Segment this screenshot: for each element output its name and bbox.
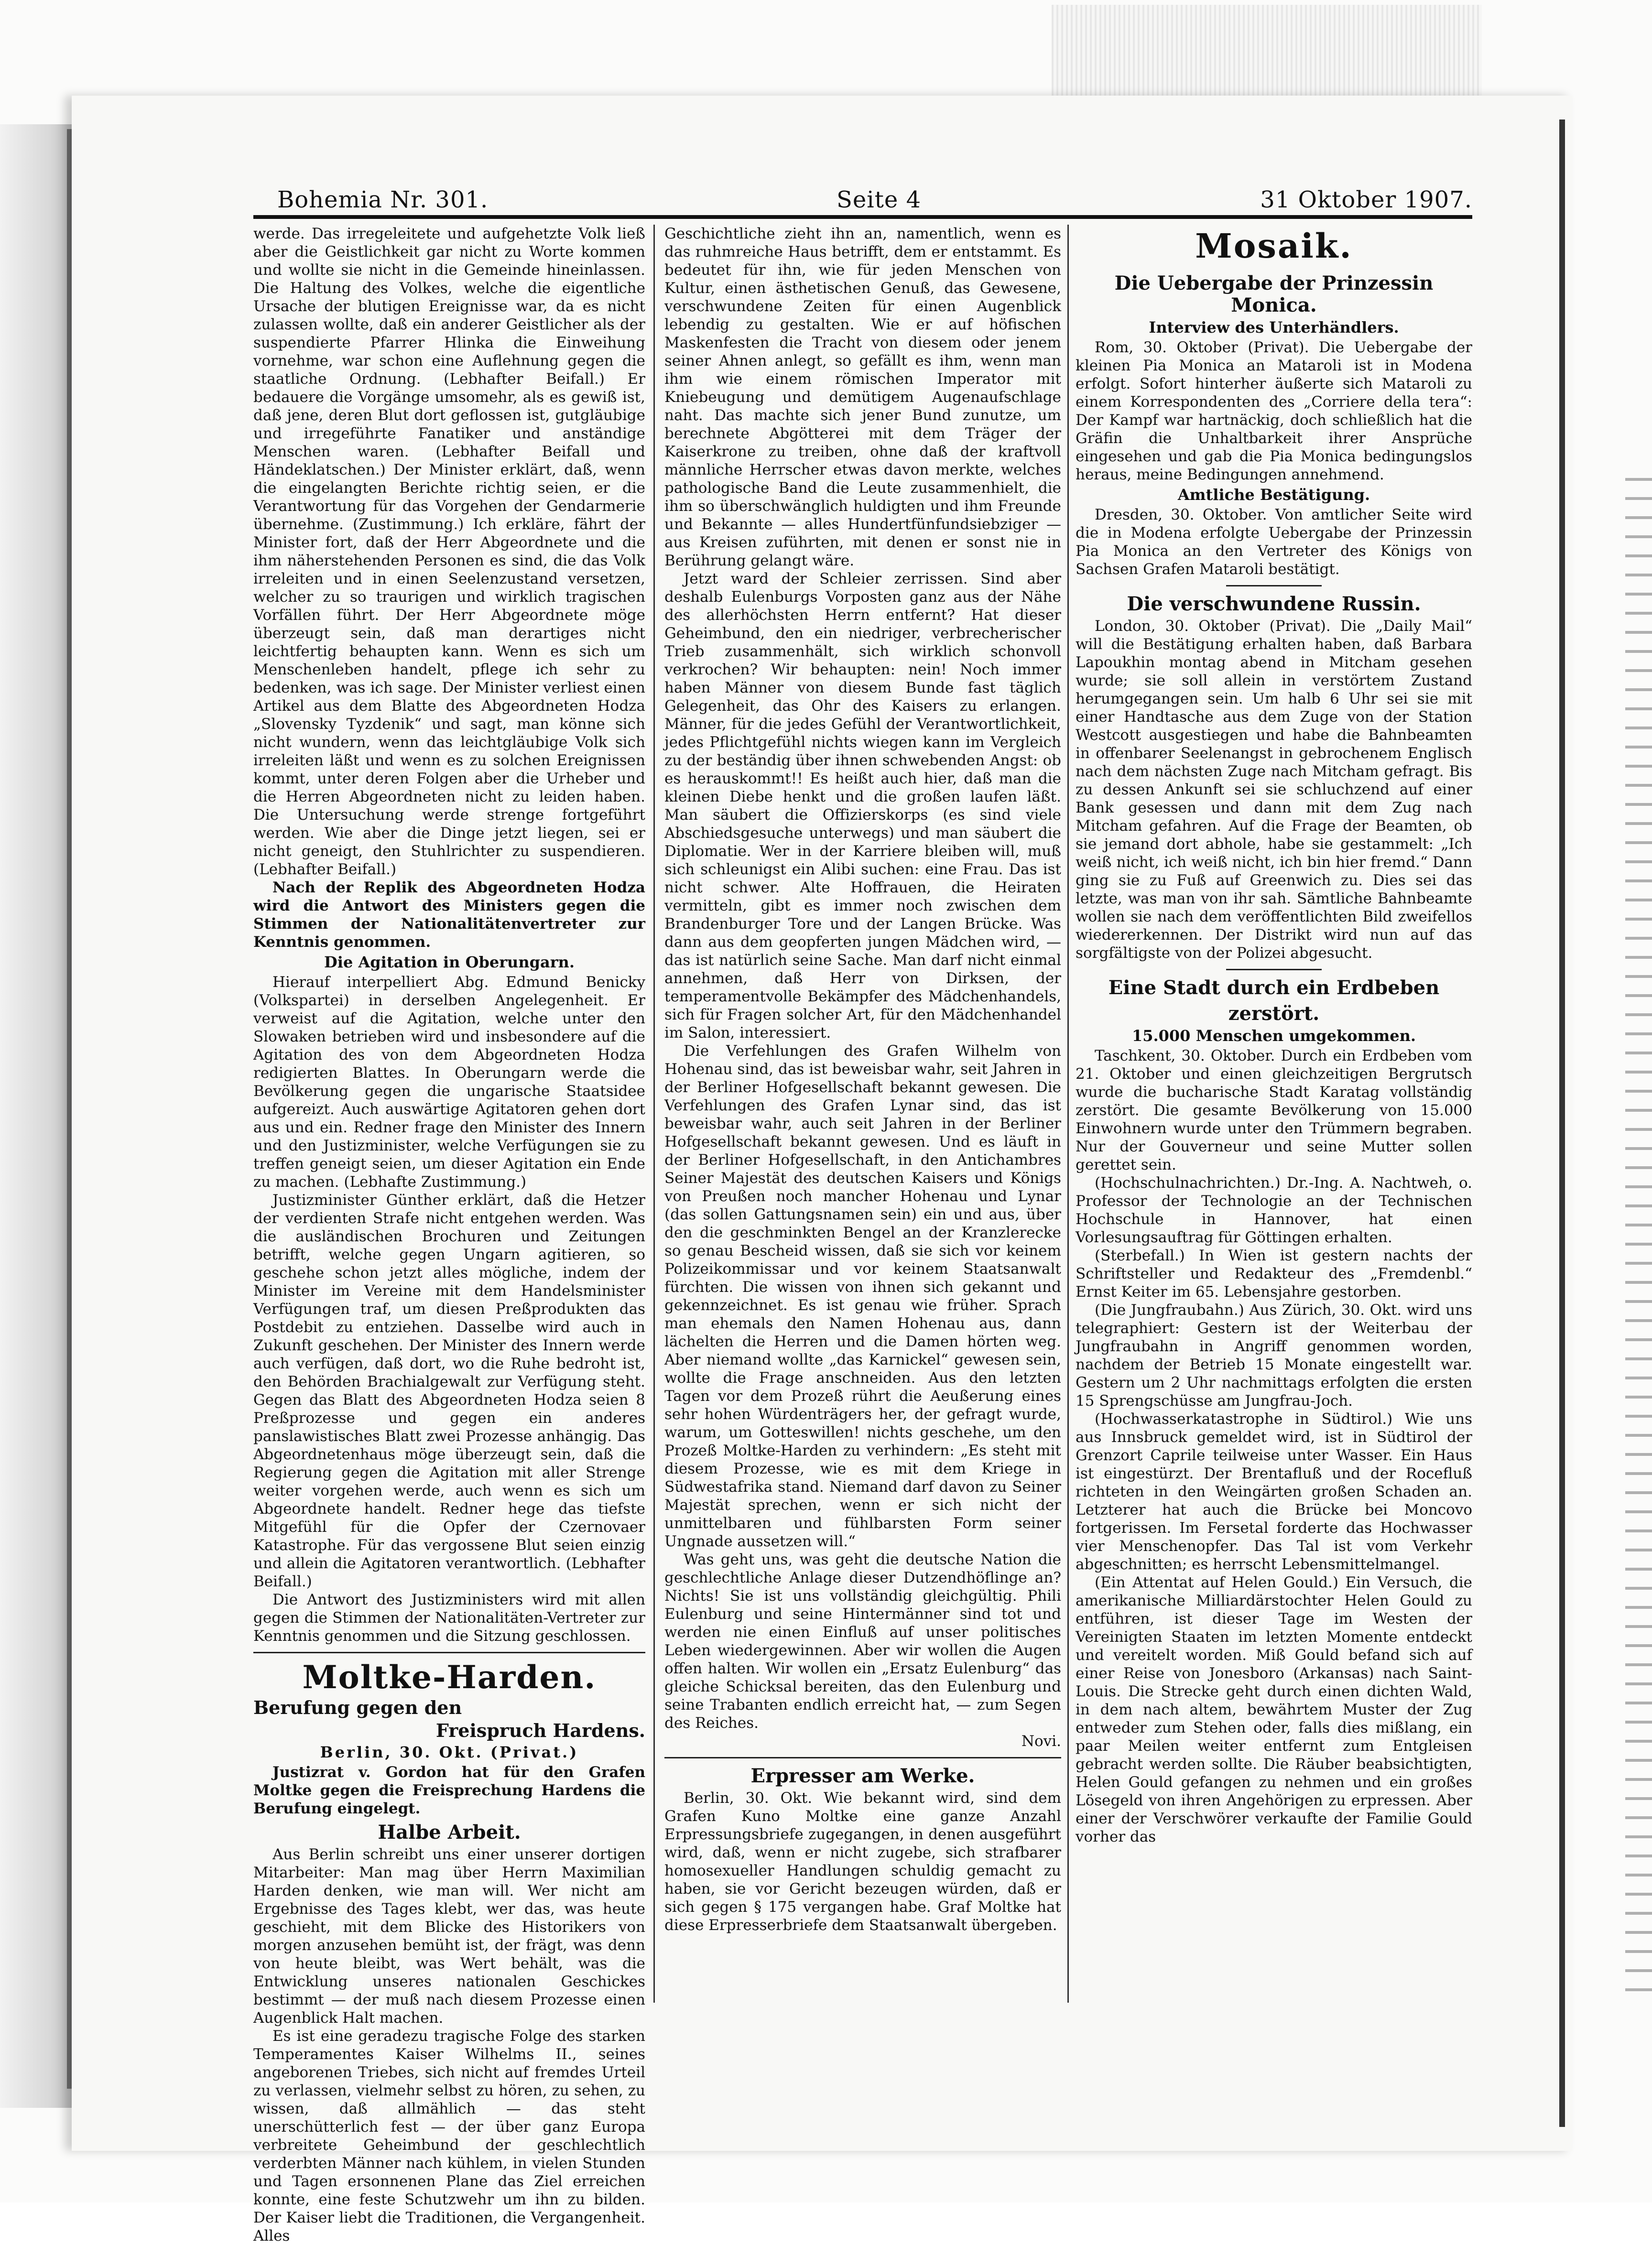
subheading-interview: Interview des Unterhändlers. — [1149, 318, 1399, 336]
author-signature: Novi. — [1021, 1733, 1061, 1750]
section-divider — [1226, 969, 1322, 970]
paragraph: Jetzt ward der Schleier zerrissen. Sind aber deshalb Eulenburgs Vorposten ganz aus der Nähe des allerhöchsten Herrn entfernt? Hat dieser Geheimbund, den ein niedriger, verbrecherischer Trieb zusammenhält, sich wirklich schonvoll verkrochen? Wir behaupten: nein! Noch immer haben Männer von diesem Bunde fast täglich Gelegenheit, das Ohr des Kaisers zu erlangen. Männer, für die jedes Gefühl der Verantwortlichkeit, jedes Pflichtgefühl nichts wiegen kann im Vergleich zu der beständig über ihnen schwebenden Angst: ob es herauskommt!! Es heißt auch hier, daß man die kleinen Diebe henkt und die großen laufen läßt. Man säubert die Offizierskorps (es sind viele Abschiedsgesuche unterwegs) und man säubert die Diplomatie. Wer in der Karriere bleiben will, muß sich schleunigst ein Alibi suchen: eine Frau. Das ist nicht schwer. Alte Hoffrauen, die Heiraten vermitteln, gibt es immer noch zwischen dem Brandenburger Tore und der Langen Brücke. Was dann aus dem geopferten jungen Mädchen wird, — das ist natürlich seine Sache. Man darf nicht einmal annehmen, daß Herr von Dirksen, der temperamentvolle Bekämpfer des Mädchenhandels, sich für Fragen solcher Art, für den Mädchenhandel im Salon, interessiert. — [664, 570, 1061, 1041]
column-3 — [1076, 225, 1472, 1846]
paragraph: Die Antwort des Justizministers wird mit allen gegen die Stimmen der Nationalitäten-Vertreter zur Kenntnis genommen und die Sitzung geschlossen. — [253, 1591, 645, 1645]
paragraph: Nach der Replik des Abgeordneten Hodza wird die Antwort des Ministers gegen die Stimmen der Nationalitätenvertreter zur Kenntnis genommen. — [253, 879, 645, 951]
paragraph: Rom, 30. Oktober (Privat). Die Uebergabe der kleinen Pia Monica an Mataroli ist in Modena erfolgt. Sofort hinterher äußerte sich Mataroli zu einem Korrespondenten des „Corriere della tera“: Der Kampf war hartnäckig, doch schließlich hat die Gräfin die Unhaltbarkeit ihrer Ansprüche eingesehen und gab die Pia Monica bedingungslos heraus, meine Bedingungen annehmend. — [1076, 339, 1472, 483]
header-rule — [253, 215, 1472, 219]
paragraph: (Hochwasserkatastrophe in Südtirol.) Wie uns aus Innsbruck gemeldet wird, ist in Südtirol der Grenzort Caprile teilweise unter Wasser. Ein Haus ist eingestürzt. Der Brentafluß und der Rocefluß richteten in den Weingärten großen Schaden an. Letzterer hat auch die Brücke bei Moncovo fortgerissen. Im Fersetal forderte das Hochwasser vier Menschenopfer. Das Tal ist vom Verkehr abgeschnitten; es herrscht Lebensmittelmangel. — [1076, 1410, 1472, 1573]
subheading-agitation: Die Agitation in Oberungarn. — [324, 953, 575, 971]
paragraph: Geschichtliche zieht ihn an, namentlich, wenn es das ruhmreiche Haus betrifft, dem er entstammt. Es bedeutet für ihn, wie für jeden Menschen von Kultur, einen ästhetischen Genuß, das Gewesene, verschwundene Zeiten für einen Augenblick lebendig zu gestalten. Wie er auf höfischen Maskenfesten die Tracht von diesem oder jenem seiner Ahnen anlegt, so gefällt es ihm, wenn man ihm wie einem römischen Imperator mit Kniebeugung und demütigem Augenaufschlage naht. Das machte sich jener Bund zunutze, um berechnete Abgötterei mit dem Träger der Kaiserkrone zu treiben, ohne daß der kraftvoll männliche Herrscher etwas davon merkte, welches pathologische Band die Leute zusammenhielt, die ihm so überschwänglich huldigten und ihm Freunde und Bekannte — alles Hundertfünfundsiebziger — aus Kreisen zuführten, mit denen er sonst nie in Berührung gelangt wäre. — [664, 225, 1061, 569]
paragraph: (Die Jungfraubahn.) Aus Zürich, 30. Okt. wird uns telegraphiert: Gestern ist der Weiterbau der Jungfraubahn in Angriff genommen worden, nachdem der Betrieb 15 Monate eingestellt war. Gestern um 2 Uhr nachmittags erfolgten die ersten 15 Sprengschüsse am Jungfrau-Joch. — [1076, 1301, 1472, 1410]
headline-erpresser: Erpresser am Werke. — [750, 1765, 975, 1787]
paragraph: Die Verfehlungen des Grafen Wilhelm von Hohenau sind, das ist beweisbar wahr, seit Jahren in der Berliner Hofgesellschaft bekannt gewesen. Die Verfehlungen des Grafen Lynar sind, das ist beweisbar wahr, auch seit Jahren in der Berliner Hofgesellschaft bekannt gewesen. Und es läuft in der Berliner Hofgesellschaft, in den Antichambres Seiner Majestät des deutschen Kaisers und Königs von Preußen noch mancher Hohenau und Lynar (das sollen Gattungsnamen sein) ein und aus, über den die geschminkten Bengel an der Kranzlerecke so genau Bescheid wissen, daß sie sich vor keinem Polizeikommissar und vor keinem Staatsanwalt fürchten. Die wissen von ihnen sich gekannt und gekennzeichnet. Es ist genau wie früher. Sprach man ehemals den Namen Hohenau aus, dann lächelten die Herren und die Damen hörten weg. Aber niemand wollte „das Karnickel“ gewesen sein, wollte die Frage anschneiden. Aus den letzten Tagen vor dem Prozeß rührt die Aeußerung eines sehr hohen Würdenträgers her, der gefragt wurde, warum, um Gotteswillen! nichts geschehe, um den Prozeß Moltke-Harden zu verhindern: „Es steht mit diesem Prozesse, wie es mit dem Kriege in Südwestafrika stand. Niemand darf davon zu Seiner Majestät sprechen, wenn er sich nicht der unmittelbaren und fühlbarsten Form seiner Ungnade aussetzen will.“ — [664, 1042, 1061, 1550]
paragraph: Justizrat v. Gordon hat für den Grafen Moltke gegen die Freisprechung Hardens die Berufung eingelegt. — [253, 1764, 645, 1817]
paragraph: Taschkent, 30. Oktober. Durch ein Erdbeben vom 21. Oktober und einen gleichzeitigen Bergrutsch wurde die bucharische Stadt Karatag vollständig zerstört. Die gesamte Bevölkerung von 15.000 Einwohnern wurde unter den Trümmern begraben. Nur der Gouverneur und seine Mutter sollen gerettet sein. — [1076, 1047, 1472, 1173]
scan-smudge — [1052, 5, 1482, 96]
section-title-mosaik: Mosaik. — [1195, 226, 1353, 266]
subheading-freispruch: Freispruch Hardens. — [435, 1720, 645, 1741]
headline-erdbeben: Eine Stadt durch ein Erdbeben — [1108, 976, 1440, 999]
binding-edge — [0, 124, 72, 2108]
paragraph: Aus Berlin schreibt uns einer unserer dortigen Mitarbeiter: Man mag über Herrn Maximilian Harden denken, wie man will. Wer nicht am Ergebnisse des Tages klebt, wer das, was heute geschieht, mit dem Blicke des Historikers von morgen anzusehen bemüht ist, der frägt, was denn von heute bleibt, was Wert behält, was die Entwicklung unseres nationalen Geschickes bestimmt — der muß nach diesem Prozesse einen Augenblick Halt machen. — [253, 1846, 645, 2027]
column-1 — [253, 225, 645, 2245]
column-rule-2 — [1067, 225, 1069, 2003]
paragraph: Berlin, 30. Okt. Wie bekannt wird, sind dem Grafen Kuno Moltke eine ganze Anzahl Erpressungsbriefe zugegangen, in denen ausgeführt wird, daß, wenn er nicht zugebe, sich strafbarer homosexueller Handlungen schuldig gemacht zu haben, sie vor Gericht bezeugen würden, daß er sich gegen § 175 vergangen habe. Graf Moltke hat diese Erpresserbriefe dem Staatsanwalt übergeben. — [664, 1789, 1061, 1934]
header-issue: Bohemia Nr. 301. — [277, 186, 489, 213]
header-date: 31 Oktober 1907. — [1260, 186, 1472, 213]
paragraph: Was geht uns, was geht die deutsche Nation die geschlechtliche Anlage dieser Dutzendhöflinge an? Nichts! Sie ist uns vollständig gleichgültig. Phili Eulenburg und seine Hintermänner sind tot und werden nie einen Einfluß auf unser politisches Leben wiedergewinnen. Aber wir wollen die Augen offen halten. Wir wollen ein „Ersatz Eulenburg“ das gleiche Schicksal bereiten, das den Eulenburg und seine Trabanten endlich erreicht hat, — zum Segen des Reiches. — [664, 1551, 1061, 1732]
column-2 — [664, 225, 1061, 1934]
subheading-berufung: Berufung gegen den — [253, 1697, 462, 1718]
paragraph: Justizminister Günther erklärt, daß die Hetzer der verdienten Strafe nicht entgehen werden. Was die ausländischen Brochuren und Zeitungen betrifft, welche gegen Ungarn agitieren, so geschehe schon jetzt alles mögliche, indem der Minister im Vereine mit dem Handelsminister Verfügungen traf, um diesen Preßprodukten das Postdebit zu entziehen. Dasselbe wird auch in Zukunft geschehen. Der Minister des Innern werde auch verfügen, daß dort, wo die Ruhe bedroht ist, den Behörden Brachialgewalt zur Verfügung steht. Gegen das Blatt des Abgeordneten Hodza seien 8 Preßprozesse und gegen ein anderes panslawistisches Blatt zwei Prozesse anhängig. Das Abgeordnetenhaus möge überzeugt sein, daß die Regierung gegen die Agitation mit aller Strenge weiter vorgehen werde, auch wenn es sich um Abgeordnete handelt. Redner hege das tiefste Mitgefühl für die Opfer der Czernovaer Katastrophe. Für das vergossene Blut seien einzig und allein die Agitatoren verantwortlich. (Lebhafter Beifall.) — [253, 1192, 645, 1590]
paragraph: Hierauf interpelliert Abg. Edmund Benicky (Volkspartei) in derselben Angelegenheit. Er verweist auf die Agitation, welche unter den Slowaken betrieben wird und insbesondere auf die Agitation des von dem Abgeordneten Hodza redigierten Blattes. In Oberungarn werde die Bevölkerung gegen die ungarische Staatsidee aufgereizt. Auch auswärtige Agitatoren gehen dort aus und ein. Redner frage den Minister des Innern und den Justizminister, welche Verfügungen sie zu treffen geneigt seien, um dieser Agitation ein Ende zu machen. (Lebhafte Zustimmung.) — [253, 974, 645, 1191]
subheading-menschen: 15.000 Menschen umgekommen. — [1131, 1027, 1416, 1045]
column-rule-1 — [653, 225, 655, 2003]
paragraph: Es ist eine geradezu tragische Folge des starken Temperamentes Kaiser Wilhelms II., seines angeborenen Triebes, sich nicht auf fremdes Urteil zu verlassen, vielmehr selbst zu hören, zu sehen, zu wissen, daß allmählich — das steht unerschütterlich fest — der über ganz Europa verbreitete Geheimbund der geschlechtlich verderbten Männer nach kühlem, in vielen Stunden und Tagen ersonnenen Plane das Ziel erreichen konnte, eine feste Schutzwehr um ihn zu bilden. Der Kaiser liebt die Traditionen, die Vergangenheit. Alles — [253, 2028, 645, 2245]
adjacent-page-edge — [1559, 119, 1565, 2127]
headline-erdbeben-2: zerstört. — [1228, 1002, 1320, 1025]
section-divider — [253, 1652, 645, 1653]
section-divider — [664, 1757, 1061, 1758]
section-divider — [1226, 585, 1322, 586]
paragraph: (Hochschulnachrichten.) Dr.-Ing. A. Nachtweh, o. Professor der Technologie an der Technischen Hochschule in Hannover, hat einen Vorlesungsauftrag für Göttingen erhalten. — [1076, 1174, 1472, 1246]
paragraph: (Ein Attentat auf Helen Gould.) Ein Versuch, die amerikanische Milliardärstochter Helen Gould zu entführen, ist dieser Tage im Westen der Vereinigten Staaten im letzten Momente entdeckt und vereitelt worden. Miß Gould befand sich auf einer Reise von Jonesboro (Arkansas) nach Saint-Louis. Die Strecke geht durch einen dichten Wald, in dem nach altem, bewährtem Muster der Zug entweder zum Stehen oder, falls dies mißlang, ein paar Meilen weiter entfernt zum Entgleisen gebracht werden sollte. Die Räuber beabsichtigten, Helen Gould gefangen zu nehmen und ein großes Lösegeld von ihren Angehörigen zu erpressen. Aber einer der Verschwörer verkaufte der Familie Gould vorher das — [1076, 1574, 1472, 1845]
headline-russin: Die verschwundene Russin. — [1127, 593, 1421, 615]
paragraph: London, 30. Oktober (Privat). Die „Daily Mail“ will die Bestätigung erhalten haben, daß Barbara Lapoukhin montag abend in Mitcham gesehen wurde; sie soll allein in verstörtem Zustand herumgegangen sein. Um halb 6 Uhr sei sie mit einer Handtasche aus dem Zuge von der Station Westcott ausgestiegen und habe die Bahnbeamten in offenbarer Seelenangst in gebrochenem Englisch nach dem nächsten Zuge nach Mitcham gefragt. Bis zu dessen Ankunft sei sie schluchzend auf einer Bank gesessen und dann mit dem Zug nach Mitcham gefahren. Auf die Frage der Beamten, ob sie jemand dort abhole, habe sie gestammelt: „Ich weiß nicht, ich weiß nicht, ich bin hier fremd.“ Dann ging sie zu Fuß auf Greenwich zu. Dies sei das letzte, was man von ihr sah. Sämtliche Bahnbeamte wollen sie nach dem veröffentlichten Bild zweifellos wiedererkennen. Der Distrikt wird nun auf das sorgfältigste von der Polizei abgesucht. — [1076, 618, 1472, 962]
paragraph: (Sterbefall.) In Wien ist gestern nachts der Schriftsteller und Redakteur des „Fremdenbl.“ Ernst Keiter im 65. Lebensjahre gestorben. — [1076, 1247, 1472, 1301]
dateline: Berlin, 30. Okt. (Privat.) — [320, 1743, 579, 1761]
headline-moltke-harden: Moltke-Harden. — [302, 1659, 597, 1696]
adjacent-page-bleed — [1625, 478, 1652, 2007]
paragraph: Dresden, 30. Oktober. Von amtlicher Seite wird die in Modena erfolgte Uebergabe der Prinzessin Pia Monica an den Vertreter des Königs von Sachsen Grafen Mataroli bestätigt. — [1076, 506, 1472, 578]
headline-prinzessin-monica: Die Uebergabe der Prinzessin Monica. — [1114, 272, 1434, 316]
subheading-halbe-arbeit: Halbe Arbeit. — [378, 1821, 521, 1844]
subheading-bestaetigung: Amtliche Bestätigung. — [1177, 486, 1370, 504]
header-page-number: Seite 4 — [837, 186, 922, 213]
paragraph: werde. Das irregeleitete und aufgehetzte Volk ließ aber die Geistlichkeit gar nicht zu Worte kommen und wollte sie nicht in die Gemeinde hineinlassen. Die Haltung des Volkes, welche die eigentliche Ursache der blutigen Ereignisse war, da es nicht zulassen wollte, daß ein anderer Geistlicher als der suspendierte Pfarrer Hlinka die Einweihung vornehme, war schon eine Auflehnung gegen die staatliche Ordnung. (Lebhafter Beifall.) Er bedauere die Vorgänge umsomehr, als es gewiß ist, daß jene, deren Blut dort geflossen ist, gutgläubige und irregeführte Fanatiker und anständige Menschen waren. (Lebhafter Beifall und Händeklatschen.) Der Minister erklärt, daß, wenn die eingelangten Berichte richtig seien, er die Verantwortung für das Vorgehen der Gendarmerie übernehme. (Zustimmung.) Ich erkläre, fährt der Minister fort, daß der Herr Abgeordnete und die ihm näherstehenden Personen es sind, die das Volk irreleiten und in einen Seelenzustand versetzen, welcher zu so traurigen und wirklich tragischen Vorfällen führt. Der Herr Abgeordnete möge überzeugt sein, daß man derartiges nicht leichtfertig behaupten kann. Wenn es sich um Menschenleben handelt, pflege ich sehr zu bedenken, was ich sage. Der Minister verliest einen Artikel aus dem Blatte des Abgeordneten Hodza „Slovensky Tyzdenik“ und sagt, man könne sich nicht wundern, wenn das leichtgläubige Volk sich irreleiten läßt und wenn es zu solchen Ereignissen kommt, unter deren Folgen aber die Urheber und die Herren Abgeordneten nicht zu leiden haben. Die Untersuchung werde strenge fortgeführt werden. Wie aber die Dinge jetzt liegen, sei er nicht geneigt, den Stuhlrichter zu suspendieren. (Lebhafter Beifall.) — [253, 225, 645, 878]
